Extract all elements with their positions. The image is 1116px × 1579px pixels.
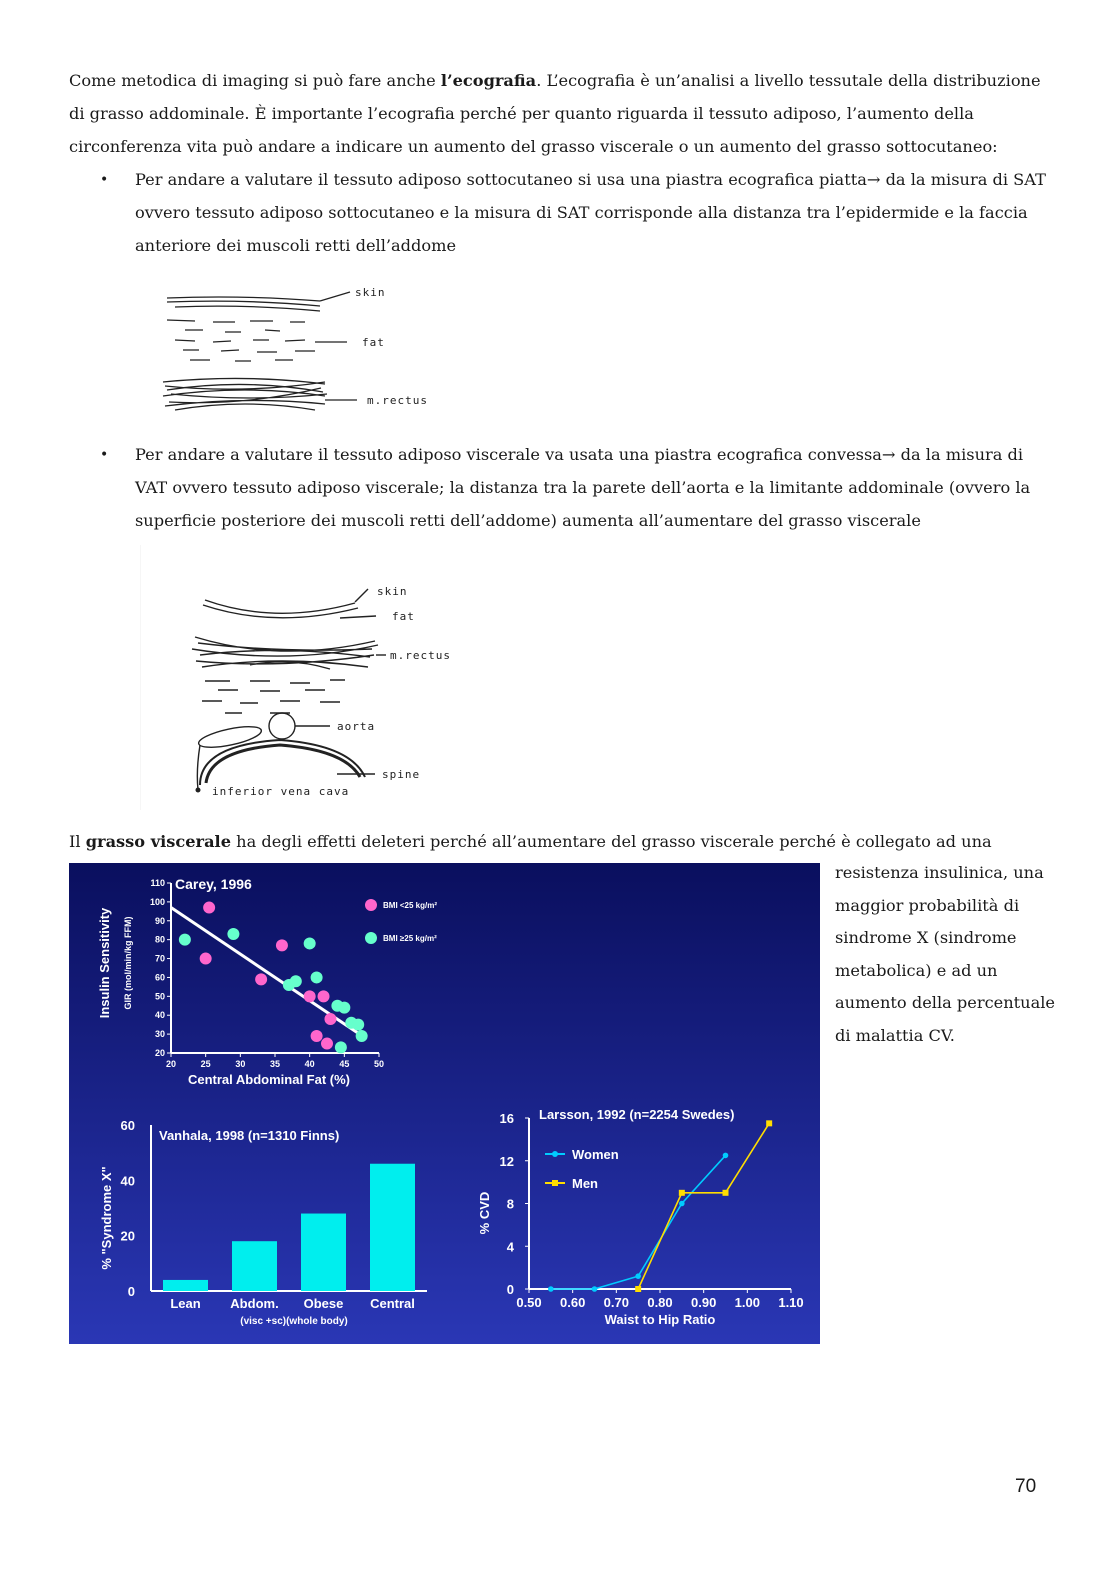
chart1-y-tick-label: 60	[154, 972, 165, 983]
chart3-legend-marker	[552, 1151, 558, 1157]
visceral-side-text: resistenza insulinica, una maggior probabilità di sindrome X (sindrome metabolica) e ad un aumento della percentuale di malattia CV.	[835, 863, 1056, 1045]
chart1-y-tick-label: 80	[154, 934, 165, 945]
chart1-x-tick-label: 30	[235, 1059, 246, 1069]
chart3-point	[548, 1286, 554, 1292]
chart3-legend-label: Women	[572, 1147, 619, 1162]
label-m-rectus: m.rectus	[367, 394, 428, 407]
chart1-point	[179, 934, 191, 946]
chart1-y-tick-label: 30	[154, 1029, 165, 1040]
chart1-point	[311, 1030, 323, 1042]
chart3-point	[679, 1190, 685, 1196]
chart3-x-tick-label: 0.70	[603, 1295, 629, 1310]
chart3-x-tick-label: 0.80	[647, 1295, 673, 1310]
chart1-point	[321, 1038, 333, 1050]
sat-ultrasound-sketch	[155, 278, 455, 418]
visceral-fat-figure	[69, 863, 820, 1344]
chart1-x-tick-label: 50	[373, 1059, 385, 1069]
label-inferior-vena-cava: inferior vena cava	[212, 785, 350, 798]
chart1-legend-marker	[365, 932, 377, 944]
intro-paragraph	[69, 64, 1054, 163]
chart3-y-tick-label: 16	[499, 1111, 514, 1126]
chart1-point	[200, 953, 212, 965]
chart3-y-tick-label: 12	[499, 1153, 514, 1169]
label-skin: skin	[355, 286, 386, 299]
chart1-legend-label: BMI ≥25 kg/m²	[383, 934, 437, 943]
chart1-point	[352, 1019, 364, 1031]
page-number: 70	[1015, 1476, 1037, 1497]
chart2-bar	[370, 1164, 415, 1291]
chart3-x-tick-label: 1.10	[778, 1295, 804, 1310]
chart3-point	[723, 1190, 729, 1196]
chart3-y-tick-label: 4	[506, 1239, 514, 1255]
chart2-subtitle: (visc +sc)(whole body)	[240, 1316, 348, 1327]
chart3-x-tick-label: 0.60	[560, 1295, 586, 1310]
chart1-point	[283, 979, 295, 991]
chart1-point	[324, 1013, 336, 1025]
bullet-vat-text: Per andare a valutare il tessuto adiposo viscerale va usata una piastra ecografica convessa→ da la misura di VAT ovvero tessuto adiposo viscerale; la distanza tra la parete dell’aorta e la limitante addominale (ovvero la superficie posteriore dei muscoli retti dell’addome) aumenta all’aumentare del grasso viscerale	[135, 445, 1031, 530]
chart1-point	[311, 971, 323, 983]
chart3-point	[723, 1153, 729, 1159]
chart1-ylabel: Insulin Sensitivity	[97, 907, 112, 1019]
chart1-point	[356, 1030, 368, 1042]
chart2-category-label: Central	[370, 1296, 415, 1311]
bullet-marker: •	[100, 172, 109, 188]
label-fat: fat	[392, 610, 415, 623]
chart2-bar	[163, 1280, 208, 1291]
chart3-title: Larsson, 1992 (n=2254 Swedes)	[539, 1107, 735, 1122]
chart2-category-label: Obese	[303, 1296, 344, 1311]
label-fat: fat	[362, 336, 385, 349]
label-skin: skin	[377, 585, 408, 598]
chart3-legend-label: Men	[572, 1176, 598, 1191]
chart3-point	[679, 1201, 685, 1207]
chart1-x-tick-label: 45	[339, 1059, 350, 1069]
chart3-xlabel: Waist to Hip Ratio	[604, 1312, 716, 1327]
chart1-y-tick-label: 40	[154, 1010, 165, 1021]
chart1-y-tick-label: 100	[149, 896, 165, 907]
chart1-point	[304, 990, 316, 1002]
chart1-ylabel2: GIR (mol/min/kg FFM)	[123, 916, 133, 1010]
chart2-category-label: Lean	[170, 1296, 201, 1311]
chart2-title: Vanhala, 1998 (n=1310 Finns)	[159, 1128, 340, 1143]
chart3-y-tick-label: 8	[506, 1196, 514, 1212]
chart1-title: Carey, 1996	[175, 876, 252, 892]
chart1-y-tick-label: 50	[154, 991, 165, 1002]
chart1-point	[304, 937, 316, 949]
chart3-ylabel: % CVD	[477, 1191, 492, 1235]
bullet-sat-text: Per andare a valutare il tessuto adiposo sottocutaneo si usa una piastra ecografica piatta→ da la misura di SAT ovvero tessuto adiposo sottocutaneo e la misura di SAT corrisponde alla distanza tra l’epidermide e la faccia anteriore dei muscoli retti dell’addome	[135, 170, 1046, 255]
label-m-rectus: m.rectus	[390, 649, 451, 662]
chart3-y-tick-label: 0	[506, 1282, 514, 1297]
chart3-point	[766, 1120, 772, 1126]
chart2-y-tick-label: 0	[127, 1284, 135, 1299]
chart2-y-tick-label: 40	[120, 1173, 135, 1189]
chart1-xlabel: Central Abdominal Fat (%)	[187, 1072, 351, 1087]
bullet-marker: •	[100, 447, 109, 463]
chart1-point	[318, 990, 330, 1002]
chart1-x-tick-label: 20	[165, 1059, 177, 1069]
chart1-legend-label: BMI <25 kg/m²	[383, 901, 438, 910]
chart1-point	[338, 1002, 350, 1014]
label-aorta: aorta	[337, 720, 376, 733]
chart1-point	[276, 939, 288, 951]
visceral-text-before: Il	[69, 832, 86, 851]
chart1-y-tick-label: 20	[154, 1048, 165, 1058]
chart2-y-tick-label: 60	[120, 1118, 135, 1133]
chart3-x-tick-label: 0.50	[516, 1295, 542, 1310]
chart1-y-tick-label: 90	[154, 915, 165, 926]
chart2-y-tick-label: 20	[120, 1228, 135, 1244]
chart1-legend-marker	[365, 899, 377, 911]
chart1-x-tick-label: 35	[269, 1059, 281, 1069]
chart3-point	[592, 1286, 598, 1292]
label-spine: spine	[382, 768, 421, 781]
intro-text-after: . L’ecografia è un’analisi a livello tessutale della distribuzione di grasso addominale. È importante l’ecografia perché per quanto riguarda il tessuto adiposo, l’aumento della circonferenza vita può andare a indicare un aumento del grasso viscerale o un aumento del grasso sottocutaneo:	[69, 71, 1041, 156]
visceral-bold-term: grasso viscerale	[85, 832, 232, 851]
chart2-ylabel: % "Syndrome X"	[99, 1166, 114, 1270]
chart3-point	[635, 1273, 641, 1279]
chart1-point	[227, 928, 239, 940]
chart2-bar	[301, 1214, 346, 1291]
chart1-point	[335, 1041, 347, 1053]
charts-canvas	[69, 863, 820, 1344]
chart1-x-tick-label: 40	[304, 1059, 315, 1069]
intro-text-before: Come metodica di imaging si può fare anche	[69, 71, 441, 90]
chart1-y-tick-label: 110	[150, 878, 165, 888]
chart3-x-tick-label: 0.90	[691, 1295, 717, 1310]
vat-ultrasound-sketch	[140, 545, 470, 810]
intro-bold-term: l’ecografia	[440, 71, 537, 90]
chart3-legend-marker	[552, 1180, 558, 1186]
chart1-point	[203, 902, 215, 914]
chart3-point	[635, 1286, 641, 1292]
chart2-bar	[232, 1241, 277, 1291]
chart2-category-label: Abdom.	[230, 1296, 279, 1311]
visceral-text-after: ha degli effetti deleteri perché all’aumentare del grasso viscerale perché è collegato ad una	[236, 832, 992, 851]
chart1-point	[255, 973, 267, 985]
chart1-x-tick-label: 25	[200, 1059, 211, 1069]
chart3-x-tick-label: 1.00	[734, 1295, 760, 1310]
chart1-y-tick-label: 70	[154, 953, 165, 964]
